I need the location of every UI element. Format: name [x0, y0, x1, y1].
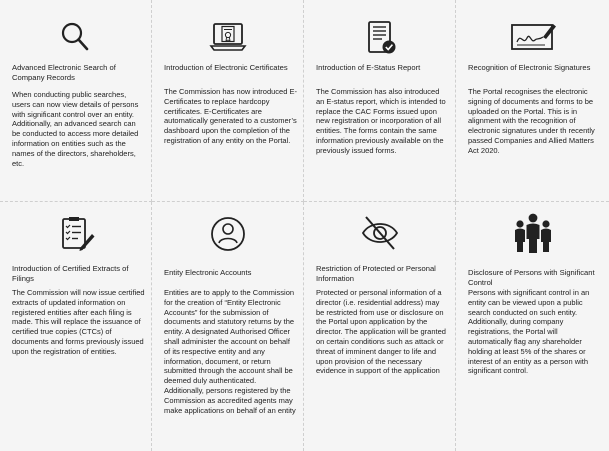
card-entity-electronic-accounts: [152, 202, 304, 451]
card-body: Entities are to apply to the Commission for the creation of “Entity Electronic Accounts” for the submission of documents and statutory returns by the entity. A designated Authorised Officer shall administer the account on behalf of its respective entity and any information, document, or return submitted through the account shall be deemed duly authenticated. Additionally, persons registered by the Commission as accredited agents may make applications on behalf of an entity: [164, 288, 296, 415]
card-electronic-signatures: [456, 0, 609, 202]
people-group-icon: [511, 210, 555, 254]
laptop-certificate-icon: [208, 18, 248, 58]
card-title: Advanced Electronic Search of Company Records: [12, 63, 116, 82]
card-body: The Commission will now issue certified extracts of updated information on registered entities after each filing is made. This will replace the issuance of certified true copies (CTCs) of documents and forms previously issued upon the registration of entities.: [12, 288, 145, 356]
card-title: Introduction of Certified Extracts of Filings: [12, 264, 129, 283]
card-certified-extracts: [0, 202, 152, 451]
card-body: The Portal recognises the electronic signing of documents and forms to be uploaded on the Portal. This is in alignment with the recognition of electronic signatures under th recently passed Companies and Allied Matters Act 2020.: [468, 87, 595, 155]
user-circle-icon: [208, 214, 248, 254]
card-title: Recognition of Electronic Signatures: [468, 63, 591, 72]
card-body: The Commission has also introduced an E-status report, which is intended to replace the CAC Forms issued upon new registration or incorporation of all entities. The forms contain the same information previously available on the previously issued forms.: [316, 87, 446, 155]
checklist-pen-icon: [56, 214, 96, 254]
card-persons-significant-control: [456, 202, 609, 451]
card-title: Entity Electronic Accounts: [164, 268, 252, 277]
card-body: When conducting public searches, users can now view details of persons with significant control over an entity. Additionally, an advanced search can be conducted to access more detailed information on entities such as the names of the directors, shareholders, etc.: [12, 90, 139, 168]
card-body: Protected or personal information of a director (i.e. residential address) may be restricted from use or disclosure on the Portal upon application by the director. The application will be granted on certain conditions such as attack or threat of imminent danger to life and upon provision of the necessary evidence in support of the application: [316, 288, 446, 376]
signature-icon: [509, 18, 557, 58]
card-advanced-search: [0, 0, 152, 202]
card-title: Introduction of Electronic Certificates: [164, 63, 288, 72]
card-restriction-personal-info: [304, 202, 456, 451]
card-title: Introduction of E-Status Report: [316, 63, 421, 72]
card-body: Persons with significant control in an entity can be viewed upon a public search conducted on such entity. Additionally, during company registrations, the Portal will automatically flag any shareholder holding at least 5% of the shares or interest of an entity as a person with significant control.: [468, 288, 590, 376]
eye-slash-icon: [360, 212, 400, 252]
magnifier-icon: [56, 18, 96, 58]
card-e-status-report: [304, 0, 456, 202]
card-electronic-certificates: [152, 0, 304, 202]
card-title: Disclosure of Persons with Significant Control: [468, 268, 595, 287]
checked-report-icon: [360, 18, 400, 58]
card-body: The Commission has now introduced E-Certificates to replace hardcopy certificates. E-Certificates are automatically generated to a customer’s dashboard upon the completion of the registration of any entity on the Portal.: [164, 87, 297, 145]
card-title: Restriction of Protected or Personal Information: [316, 264, 436, 283]
